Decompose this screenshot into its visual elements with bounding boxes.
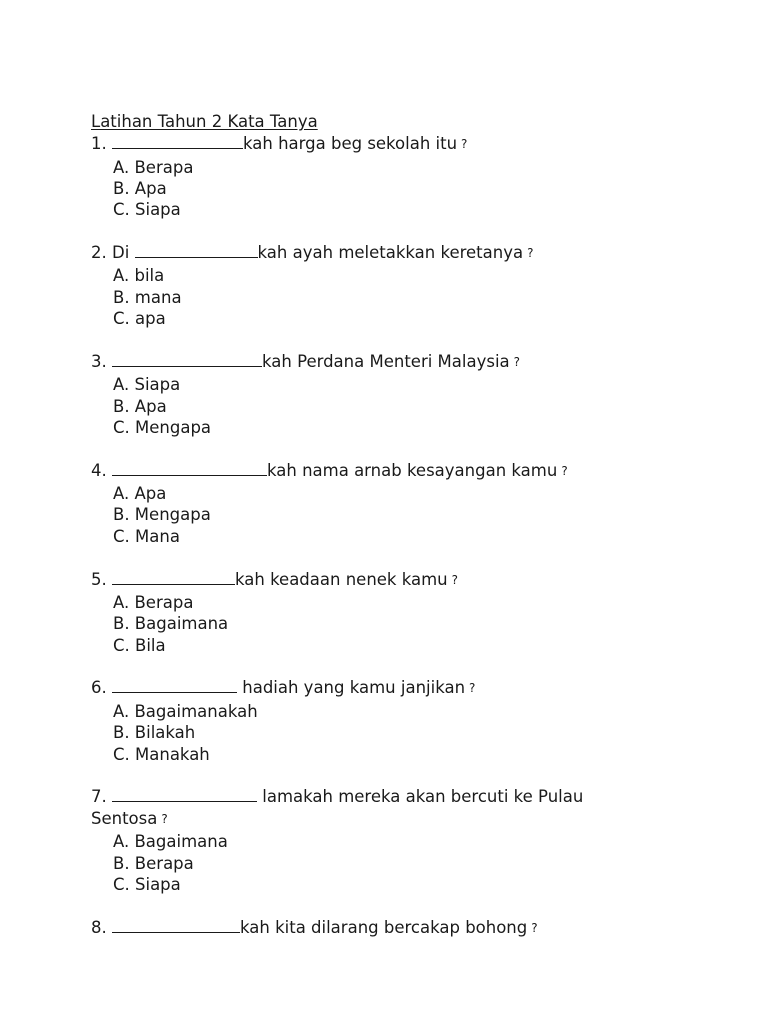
question-text xyxy=(91,133,651,157)
option-list xyxy=(91,265,651,329)
question-8 xyxy=(91,917,651,941)
answer-blank[interactable] xyxy=(112,460,267,476)
question-spacer xyxy=(91,220,651,242)
question-suffix: kah harga beg sekolah itu xyxy=(243,134,458,153)
question-number: 7. xyxy=(91,787,107,807)
question-number: 3. xyxy=(91,351,107,371)
question-suffix: kah kita dilarang bercakap bohong xyxy=(240,917,528,937)
question-number: 8. xyxy=(91,917,107,937)
question-text xyxy=(91,786,631,831)
question-mark: ? xyxy=(161,811,168,826)
option-c[interactable]: C. Mana xyxy=(113,526,180,546)
question-mark: ? xyxy=(451,572,459,587)
question-4 xyxy=(91,460,651,547)
option-c[interactable]: C. Manakah xyxy=(113,744,210,764)
question-text xyxy=(91,569,651,593)
option-a[interactable]: A. Berapa xyxy=(113,593,194,613)
answer-blank[interactable] xyxy=(112,133,243,149)
question-spacer xyxy=(91,438,651,460)
option-a[interactable]: A. Berapa xyxy=(113,157,194,177)
option-a[interactable]: A. Apa xyxy=(113,484,167,504)
answer-blank[interactable] xyxy=(135,242,258,258)
question-number: 5. xyxy=(91,569,107,589)
option-a[interactable]: A. Bagaimana xyxy=(113,832,228,852)
option-list xyxy=(91,157,651,221)
option-list xyxy=(91,483,651,547)
question-text xyxy=(91,242,651,266)
option-b[interactable]: B. Mengapa xyxy=(113,505,211,525)
question-mark: ? xyxy=(561,463,568,478)
option-a[interactable]: A. Bagaimanakah xyxy=(113,701,258,721)
answer-blank[interactable] xyxy=(112,677,237,693)
option-list xyxy=(91,701,651,765)
option-list xyxy=(91,592,651,656)
option-list xyxy=(91,831,651,895)
question-mark: ? xyxy=(513,354,521,369)
question-suffix: kah keadaan nenek kamu xyxy=(235,569,448,589)
question-prefix: Di xyxy=(112,242,130,262)
question-mark: ? xyxy=(527,245,534,260)
question-suffix: kah ayah meletakkan keretanya xyxy=(257,242,524,262)
option-b[interactable]: B. mana xyxy=(113,287,182,307)
option-b[interactable]: B. Apa xyxy=(113,396,167,416)
question-6 xyxy=(91,677,651,764)
worksheet-content xyxy=(91,111,651,940)
worksheet-title: Latihan Tahun 2 Kata Tanya xyxy=(91,112,318,131)
question-1 xyxy=(91,133,651,220)
option-b[interactable]: B. Apa xyxy=(113,178,167,198)
option-c[interactable]: C. Bila xyxy=(113,635,166,655)
question-mark: ? xyxy=(531,920,538,935)
question-number: 4. xyxy=(91,460,107,480)
option-c[interactable]: C. apa xyxy=(113,308,166,328)
question-number: 6. xyxy=(91,678,107,698)
option-c[interactable]: C. Siapa xyxy=(113,200,181,220)
question-text xyxy=(91,917,651,941)
question-list xyxy=(91,133,651,940)
question-number: 2. xyxy=(91,242,107,262)
question-spacer xyxy=(91,547,651,569)
question-3 xyxy=(91,351,651,438)
option-b[interactable]: B. Berapa xyxy=(113,853,194,873)
answer-blank[interactable] xyxy=(112,351,262,367)
answer-blank[interactable] xyxy=(112,917,240,933)
question-spacer xyxy=(91,656,651,678)
question-2 xyxy=(91,242,651,329)
question-number: 1. xyxy=(91,134,107,153)
option-a[interactable]: A. Siapa xyxy=(113,375,181,395)
option-list xyxy=(91,374,651,438)
option-c[interactable]: C. Siapa xyxy=(113,874,181,894)
answer-blank[interactable] xyxy=(112,569,235,585)
answer-blank[interactable] xyxy=(112,786,257,802)
option-c[interactable]: C. Mengapa xyxy=(113,417,212,437)
question-mark: ? xyxy=(461,137,468,151)
option-a[interactable]: A. bila xyxy=(113,266,165,286)
question-suffix: lamakah mereka akan bercuti ke Pulau Sentosa xyxy=(91,787,584,828)
question-spacer xyxy=(91,765,651,787)
option-b[interactable]: B. Bagaimana xyxy=(113,614,229,634)
question-text xyxy=(91,351,651,375)
question-text xyxy=(91,677,651,701)
question-suffix: kah Perdana Menteri Malaysia xyxy=(262,351,510,371)
question-5 xyxy=(91,569,651,656)
question-suffix: hadiah yang kamu janjikan xyxy=(237,678,466,698)
question-spacer xyxy=(91,895,651,917)
question-suffix: kah nama arnab kesayangan kamu xyxy=(267,460,558,480)
question-7 xyxy=(91,786,651,895)
option-b[interactable]: B. Bilakah xyxy=(113,723,196,743)
question-text xyxy=(91,460,651,484)
question-mark: ? xyxy=(469,681,476,696)
question-spacer xyxy=(91,329,651,351)
